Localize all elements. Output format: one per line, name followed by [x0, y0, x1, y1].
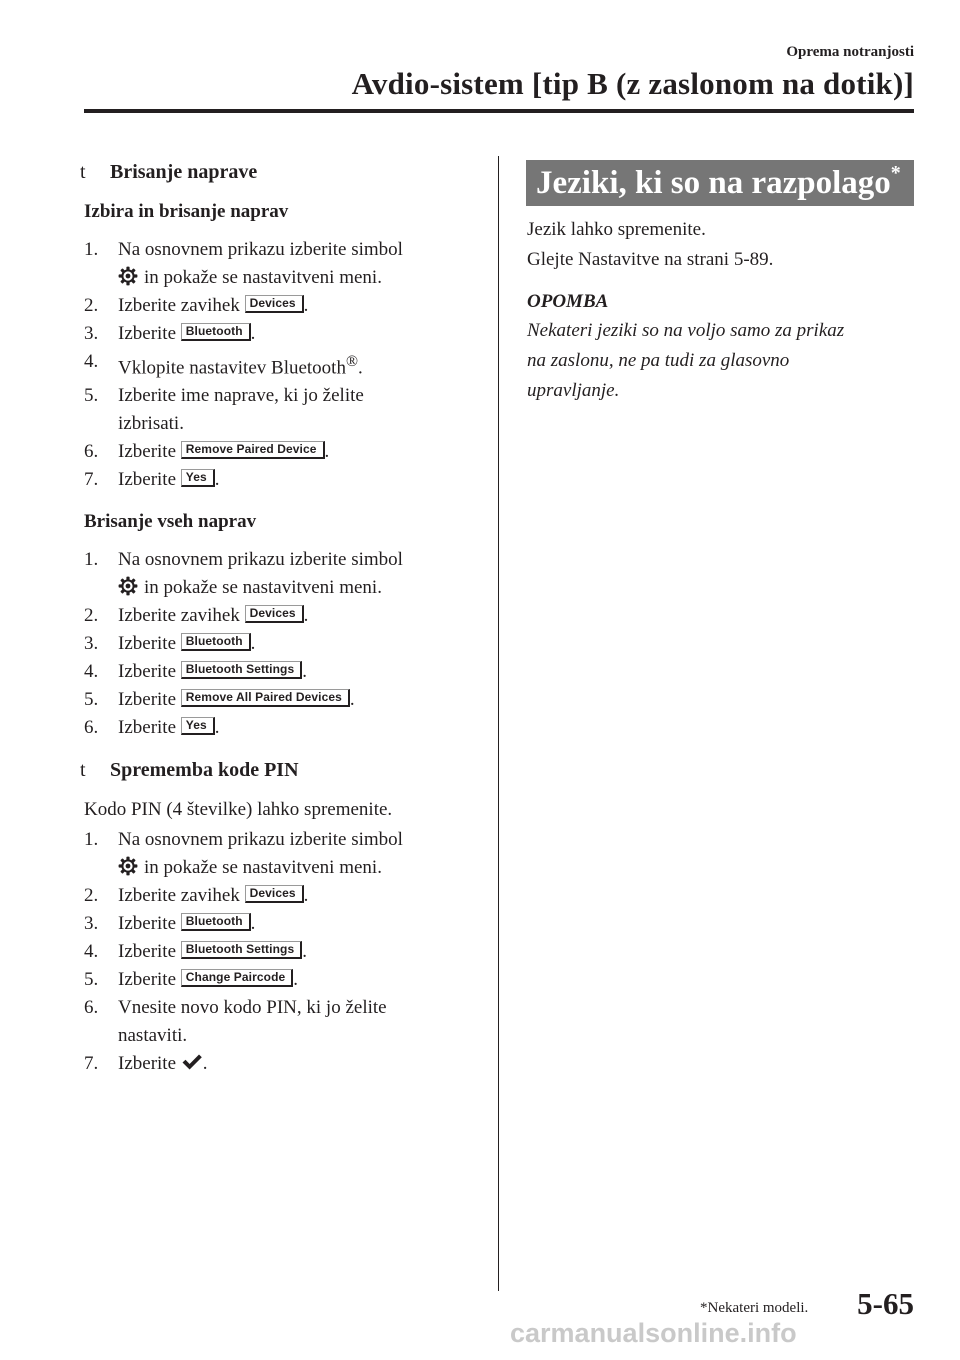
list-item: 2. Izberite zavihek Devices . — [84, 292, 484, 320]
list-item: 3. Izberite Bluetooth . — [84, 630, 484, 658]
step-number: 5. — [84, 689, 99, 711]
step-number: 3. — [84, 913, 99, 935]
bullet-mark: t — [80, 161, 86, 183]
step-text: Izberite — [118, 469, 177, 491]
step-number: 1. — [84, 239, 99, 260]
note-text: Nekateri jeziki so na voljo samo za prikaz — [527, 320, 845, 341]
step-text: Izberite — [118, 969, 177, 991]
yes-button[interactable]: Yes — [181, 469, 215, 487]
list-item: 2. Izberite zavihek Devices . — [84, 882, 484, 910]
list-item — [84, 382, 484, 438]
list-item: 7. Izberite . — [84, 1050, 484, 1078]
note-heading: OPOMBA — [527, 291, 609, 312]
step-text: Vnesite novo kodo PIN, ki jo želite — [118, 997, 387, 1019]
step-text: Izberite — [118, 913, 177, 935]
yes-button[interactable]: Yes — [181, 717, 215, 735]
list-item: 3. Izberite Bluetooth . — [84, 320, 484, 348]
bluetooth-button[interactable]: Bluetooth — [181, 323, 251, 341]
header-section: Oprema notranjosti — [786, 44, 914, 60]
watermark: carmanualsonline.info — [510, 1318, 797, 1348]
list-item — [84, 546, 484, 602]
devices-button[interactable]: Devices — [245, 295, 304, 313]
steps-list — [84, 826, 484, 1078]
list-item: 2. Izberite zavihek Devices . — [84, 602, 484, 630]
page-number: 5-65 — [857, 1286, 914, 1321]
step-number: 2. — [84, 605, 99, 627]
gear-icon — [118, 266, 138, 286]
banner-asterisk: * — [890, 162, 901, 184]
subheading-delete-all: Brisanje vseh naprav — [84, 511, 257, 533]
remove-paired-device-button[interactable]: Remove Paired Device — [181, 441, 325, 459]
step-number: 3. — [84, 323, 99, 344]
bluetooth-button[interactable]: Bluetooth — [181, 913, 251, 931]
step-text: nastaviti. — [118, 1025, 188, 1047]
step-number: 7. — [84, 1053, 99, 1075]
step-number: 2. — [84, 885, 99, 907]
step-number: 1. — [84, 549, 99, 571]
section-heading-change-pin — [80, 756, 484, 784]
step-text: in pokaže se nastavitveni meni. — [144, 577, 382, 599]
remove-all-paired-devices-button[interactable]: Remove All Paired Devices — [181, 689, 350, 707]
list-item: 7. Izberite Yes . — [84, 466, 484, 494]
list-item: 5. Izberite Remove All Paired Devices . — [84, 686, 484, 714]
column-divider — [498, 156, 499, 1291]
list-item: 5. Izberite Change Paircode . — [84, 966, 484, 994]
step-number: 6. — [84, 997, 99, 1019]
change-paircode-button[interactable]: Change Paircode — [181, 969, 294, 987]
step-text: Izberite — [118, 1053, 177, 1075]
devices-button[interactable]: Devices — [245, 605, 304, 623]
list-item — [84, 826, 484, 882]
list-item: 6. Izberite Remove Paired Device . — [84, 438, 484, 466]
section-title: Sprememba kode PIN — [110, 759, 299, 782]
gear-icon — [118, 576, 138, 596]
step-text: Izberite — [118, 633, 177, 655]
gear-icon — [118, 856, 138, 876]
step-text: Izberite ime naprave, ki jo želite — [118, 385, 364, 407]
bluetooth-settings-button[interactable]: Bluetooth Settings — [181, 661, 302, 679]
step-number: 3. — [84, 633, 99, 655]
list-item: 6. Izberite Yes . — [84, 714, 484, 742]
registered-mark: ® — [345, 353, 358, 370]
step-number: 4. — [84, 661, 99, 683]
check-icon[interactable] — [181, 1053, 203, 1071]
list-item — [84, 236, 484, 292]
step-text: Izberite zavihek — [118, 605, 240, 627]
list-item — [84, 994, 484, 1050]
footnote: *Nekateri modeli. — [700, 1300, 809, 1316]
step-text: Izberite — [118, 441, 177, 463]
note-text: na zaslonu, ne pa tudi za glasovno — [527, 350, 790, 371]
left-column — [80, 158, 484, 1092]
list-item: 4. Izberite Bluetooth Settings . — [84, 938, 484, 966]
bullet-mark: t — [80, 759, 86, 782]
header-rule — [84, 109, 914, 113]
step-number: 4. — [84, 941, 99, 963]
step-text: Na osnovnem prikazu izberite simbol — [118, 829, 403, 851]
step-text: in pokaže se nastavitveni meni. — [144, 267, 382, 288]
list-item: 4. Izberite Bluetooth Settings . — [84, 658, 484, 686]
devices-button[interactable]: Devices — [245, 885, 304, 903]
list-item: 4. Vklopite nastavitev Bluetooth®. — [84, 348, 484, 382]
intro-text: Kodo PIN (4 številke) lahko spremenite. — [84, 799, 393, 821]
step-text: izbrisati. — [118, 413, 184, 435]
right-column — [527, 160, 917, 406]
step-text: Vklopite nastavitev Bluetooth — [118, 357, 346, 379]
bluetooth-button[interactable]: Bluetooth — [181, 633, 251, 651]
section-banner — [526, 160, 914, 206]
step-number: 7. — [84, 469, 99, 491]
step-text: Na osnovnem prikazu izberite simbol — [118, 239, 403, 260]
step-text: Izberite zavihek — [118, 885, 240, 907]
step-number: 6. — [84, 441, 99, 463]
step-text: Izberite — [118, 941, 177, 963]
list-item: 3. Izberite Bluetooth . — [84, 910, 484, 938]
step-text: Izberite — [118, 661, 177, 683]
section-heading-delete-device — [80, 158, 484, 186]
body-text: Glejte Nastavitve na strani 5-89. — [527, 249, 774, 270]
body-text: Jezik lahko spremenite. — [527, 219, 706, 240]
step-number: 5. — [84, 385, 99, 407]
step-text: in pokaže se nastavitveni meni. — [144, 857, 382, 879]
page-title: Avdio-sistem [tip B (z zaslonom na dotik)] — [351, 66, 914, 101]
step-number: 5. — [84, 969, 99, 991]
step-text: Izberite — [118, 717, 177, 739]
bluetooth-settings-button[interactable]: Bluetooth Settings — [181, 941, 302, 959]
step-number: 4. — [84, 351, 99, 372]
step-text: Izberite — [118, 323, 177, 344]
step-number: 2. — [84, 295, 99, 316]
steps-list — [84, 236, 484, 494]
banner-title: Jeziki, ki so na razpolago — [536, 165, 891, 201]
step-text: Izberite — [118, 689, 177, 711]
step-text: Izberite zavihek — [118, 295, 240, 316]
note-text: upravljanje. — [527, 380, 620, 401]
section-title: Brisanje naprave — [110, 161, 258, 183]
step-number: 6. — [84, 717, 99, 739]
subheading-select-delete: Izbira in brisanje naprav — [84, 201, 289, 222]
step-number: 1. — [84, 829, 99, 851]
step-text: Na osnovnem prikazu izberite simbol — [118, 549, 403, 571]
steps-list — [84, 546, 484, 742]
